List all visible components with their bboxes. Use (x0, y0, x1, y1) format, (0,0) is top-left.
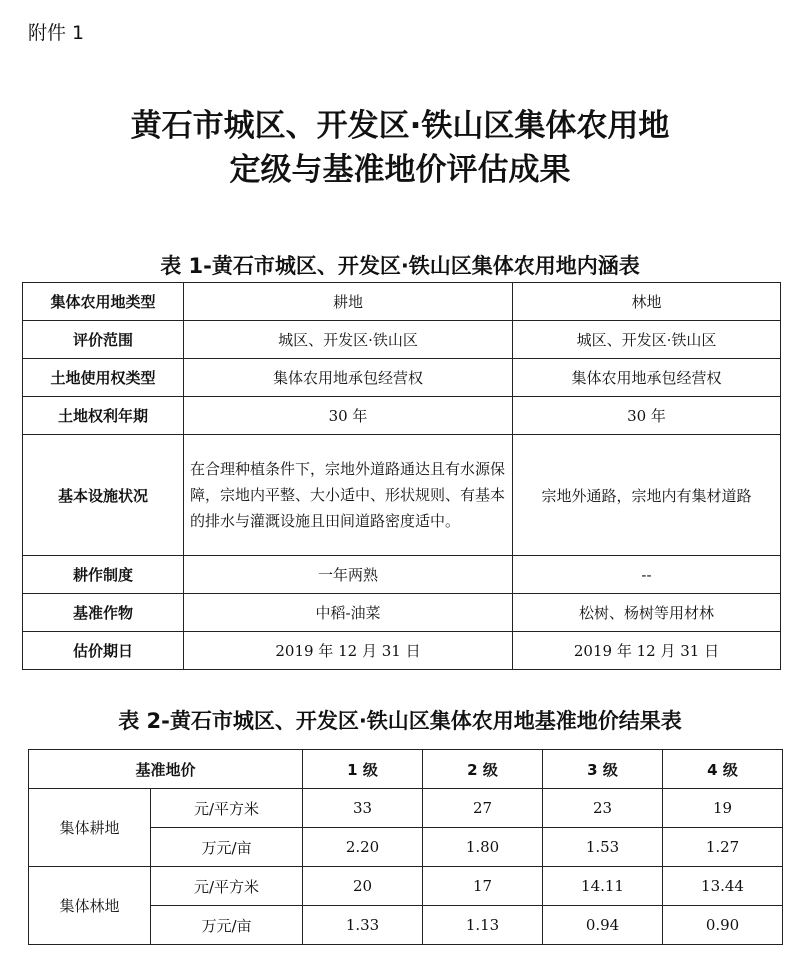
farmland-cell: 一年两熟 (184, 556, 513, 594)
forest-cell: 2019 年 12 月 31 日 (513, 632, 781, 670)
forest-cell: 松树、杨树等用材林 (513, 594, 781, 632)
farmland-cell: 2019 年 12 月 31 日 (184, 632, 513, 670)
table-row (23, 283, 781, 321)
attachment-label: 附件 1 (28, 22, 85, 44)
farmland-cell: 中稻-油菜 (184, 594, 513, 632)
value-cell: 23 (543, 789, 663, 828)
forest-cell: 宗地外通路，宗地内有集材道路 (513, 435, 781, 556)
value-cell: 1.53 (543, 828, 663, 867)
value-cell: 1.13 (423, 906, 543, 945)
price-header-label: 基准地价 (29, 750, 303, 789)
forest-cell: -- (513, 556, 781, 594)
forest-cell: 城区、开发区·铁山区 (513, 321, 781, 359)
group-name: 集体林地 (29, 867, 151, 945)
row-label: 基本设施状况 (23, 435, 184, 556)
farmland-cell: 集体农用地承包经营权 (184, 359, 513, 397)
value-cell: 33 (303, 789, 423, 828)
value-cell: 19 (663, 789, 783, 828)
farmland-cell: 耕地 (184, 283, 513, 321)
row-label: 土地权利年期 (23, 397, 184, 435)
row-label: 集体农用地类型 (23, 283, 184, 321)
value-cell: 0.90 (663, 906, 783, 945)
value-cell: 2.20 (303, 828, 423, 867)
value-cell: 13.44 (663, 867, 783, 906)
unit-cell: 元/平方米 (151, 867, 303, 906)
value-cell: 27 (423, 789, 543, 828)
value-cell: 14.11 (543, 867, 663, 906)
header-row (29, 750, 783, 789)
unit-cell: 万元/亩 (151, 906, 303, 945)
farmland-cell: 在合理种植条件下，宗地外道路通达且有水源保障，宗地内平整、大小适中、形状规则、有基本的排水与灌溉设施且田间道路密度适中。 (184, 435, 513, 556)
row-label: 基准作物 (23, 594, 184, 632)
document-title (0, 104, 800, 192)
table-row (29, 789, 783, 828)
group-name: 集体耕地 (29, 789, 151, 867)
value-cell: 20 (303, 867, 423, 906)
value-cell: 1.33 (303, 906, 423, 945)
table-row (23, 594, 781, 632)
unit-cell: 元/平方米 (151, 789, 303, 828)
table-row (23, 321, 781, 359)
table-row (23, 359, 781, 397)
table2-title: 表 2-黄石市城区、开发区·铁山区集体农用地基准地价结果表 (118, 709, 682, 733)
table-row (23, 632, 781, 670)
level-header: 2 级 (423, 750, 543, 789)
title-line-2: 定级与基准地价评估成果 (229, 152, 571, 188)
farmland-cell: 30 年 (184, 397, 513, 435)
level-header: 4 级 (663, 750, 783, 789)
table-row (23, 397, 781, 435)
table-row (23, 435, 781, 556)
table1-title: 表 1-黄石市城区、开发区·铁山区集体农用地内涵表 (160, 254, 640, 278)
table-row (23, 556, 781, 594)
value-cell: 1.80 (423, 828, 543, 867)
row-label: 估价期日 (23, 632, 184, 670)
forest-cell: 集体农用地承包经营权 (513, 359, 781, 397)
value-cell: 0.94 (543, 906, 663, 945)
title-line-1: 黄石市城区、开发区·铁山区集体农用地 (130, 108, 670, 144)
row-label: 耕作制度 (23, 556, 184, 594)
table2-base-land-price (28, 749, 783, 945)
row-label: 土地使用权类型 (23, 359, 184, 397)
table-row (29, 867, 783, 906)
level-header: 1 级 (303, 750, 423, 789)
table1-connotation (22, 282, 781, 670)
value-cell: 17 (423, 867, 543, 906)
farmland-cell: 城区、开发区·铁山区 (184, 321, 513, 359)
forest-cell: 30 年 (513, 397, 781, 435)
level-header: 3 级 (543, 750, 663, 789)
row-label: 评价范围 (23, 321, 184, 359)
unit-cell: 万元/亩 (151, 828, 303, 867)
forest-cell: 林地 (513, 283, 781, 321)
value-cell: 1.27 (663, 828, 783, 867)
